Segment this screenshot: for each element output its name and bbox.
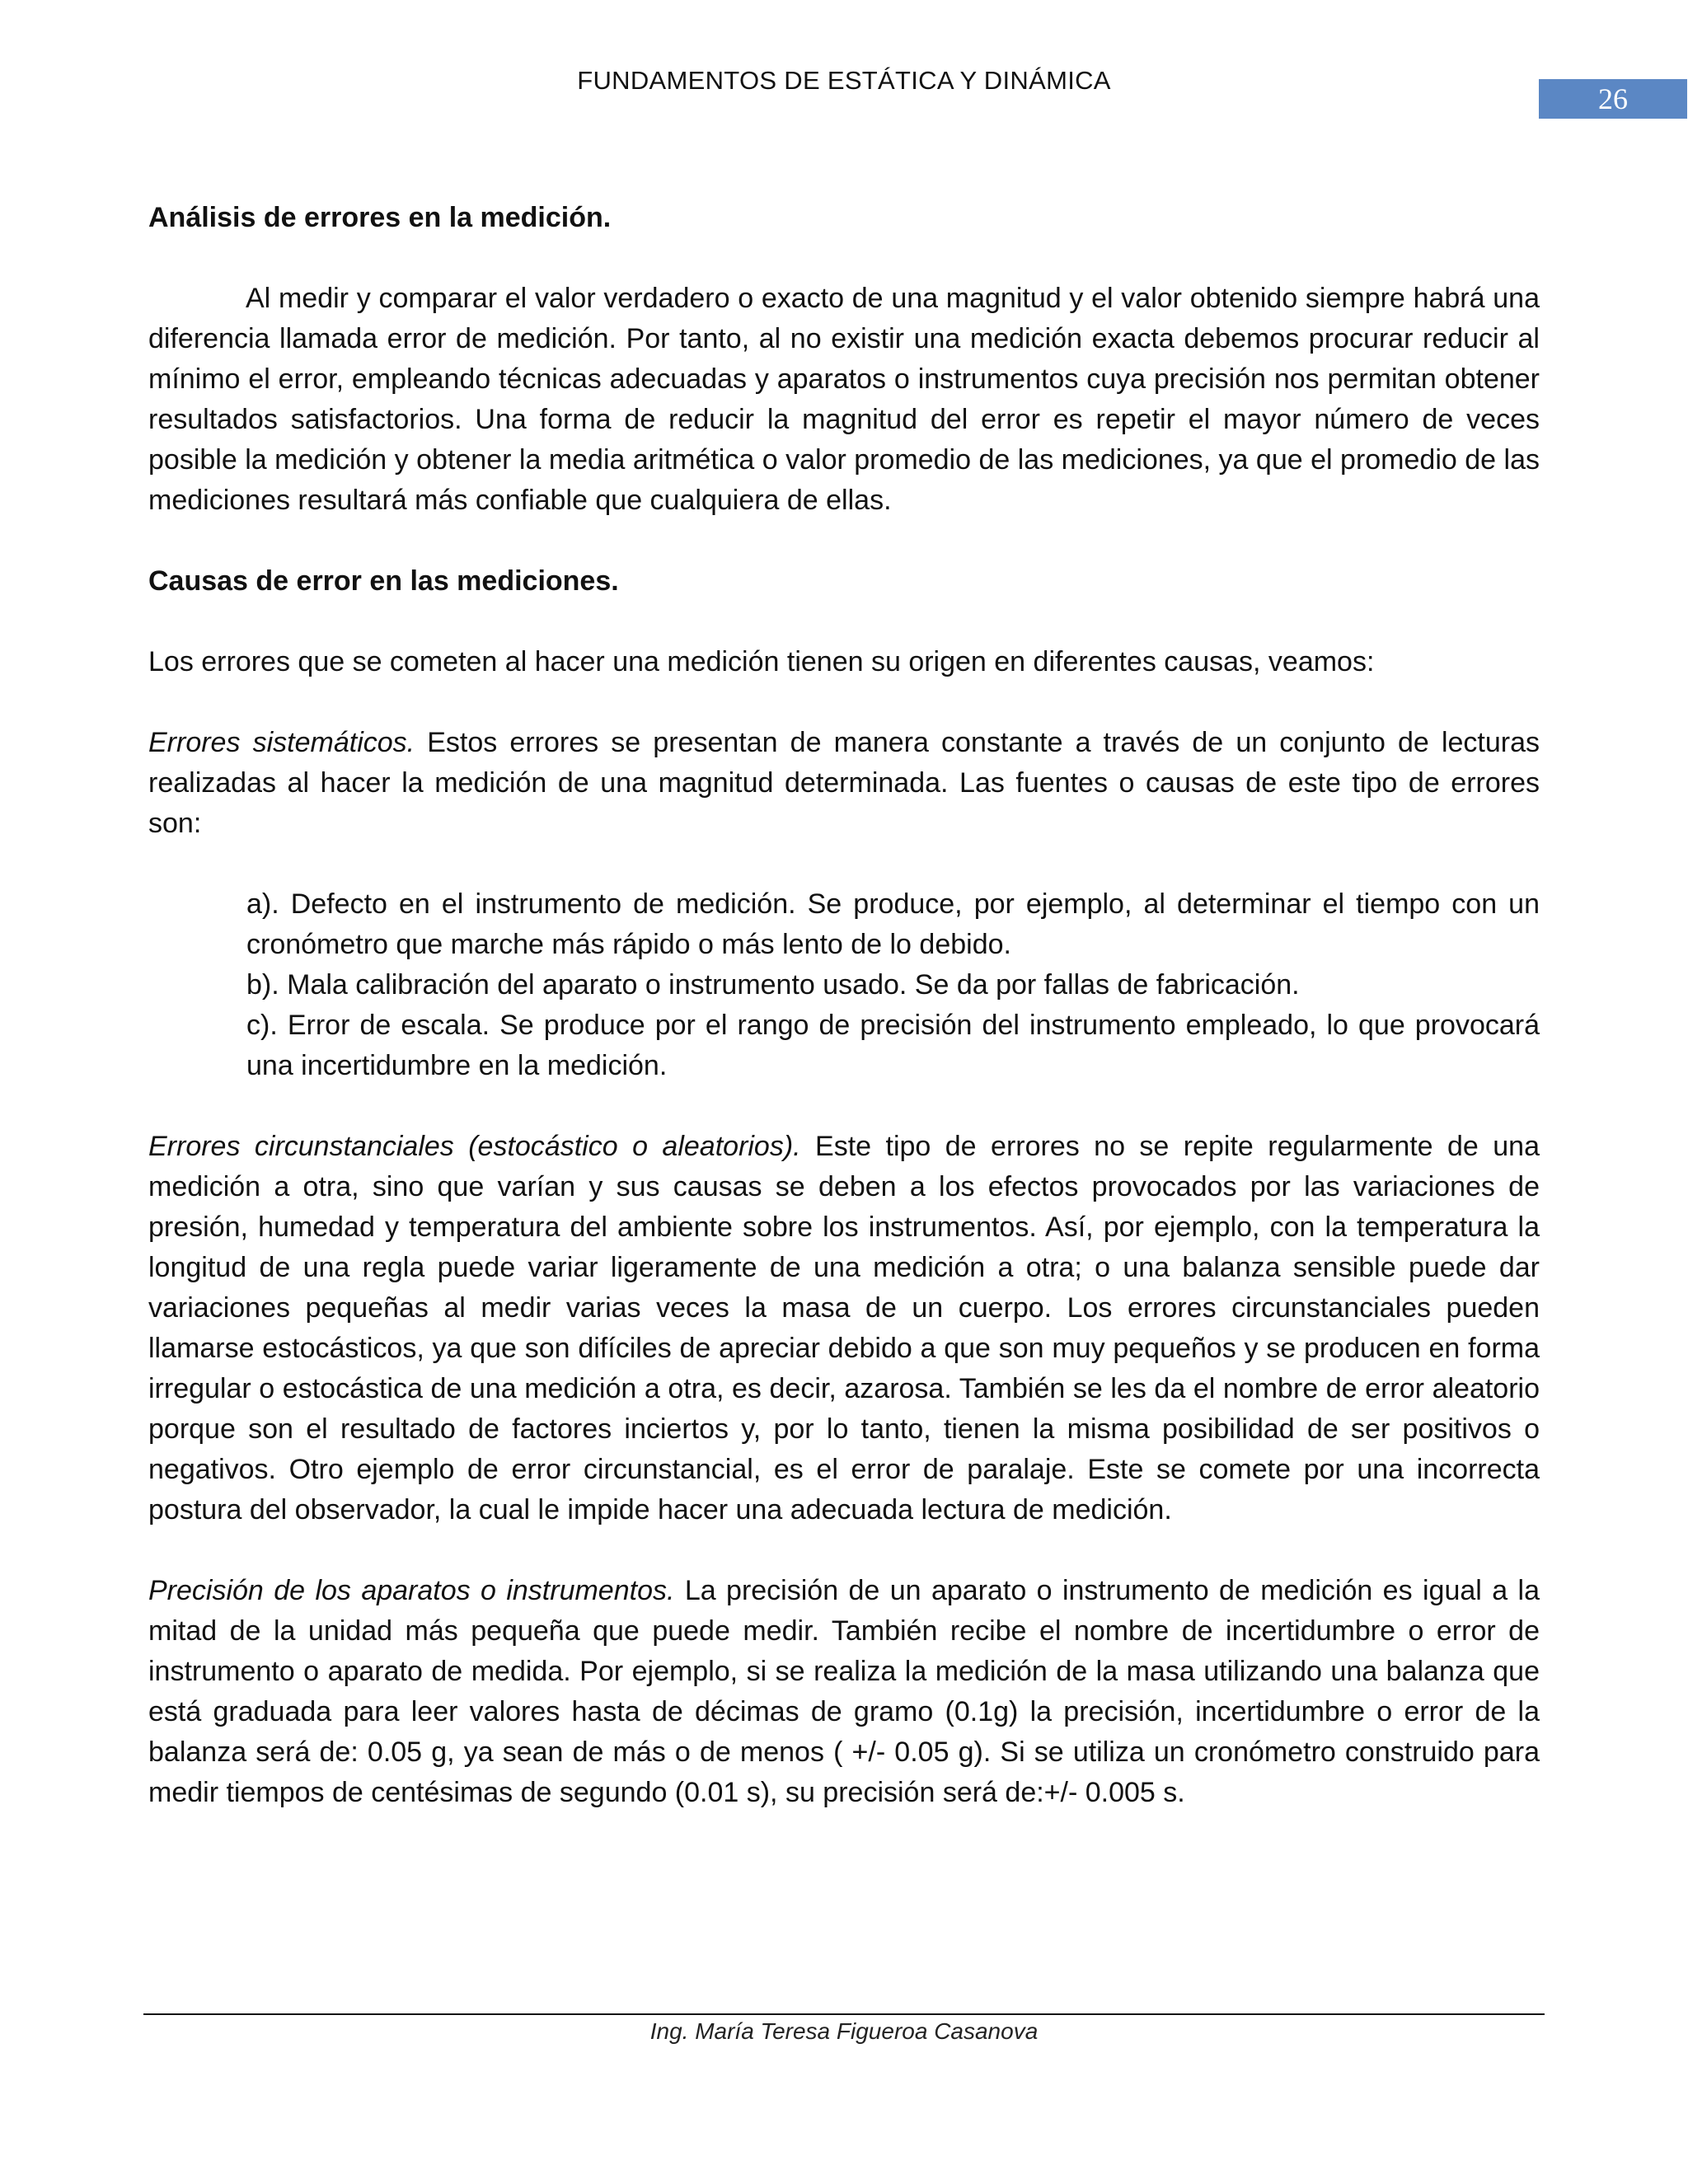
header-title: FUNDAMENTOS DE ESTÁTICA Y DINÁMICA [577,66,1111,95]
list-item: a). Defecto en el instrumento de medición. Se produce, por ejemplo, al determinar el tiempo con un cronómetro que marche más rápido o más lento de lo debido. [246,888,1540,960]
term-circumstantial: Errores circunstanciales (estocástico o aleatorios). [148,1131,801,1162]
page-number-badge: 26 [1539,79,1687,119]
footer-author: Ing. María Teresa Figueroa Casanova [649,2018,1039,2044]
footer-divider [143,2013,1545,2015]
systematic-causes-list [148,884,1540,1086]
paragraph-analysis: Al medir y comparar el valor verdadero o exacto de una magnitud y el valor obtenido siempre habrá una diferencia llamada error de medición. Por tanto, al no existir una medición exacta debemos procurar reducir al mínimo el error, empleando técnicas adecuadas y aparatos o instrumentos cuya precisión nos permitan obtener resultados satisfactorios. Una forma de reducir la magnitud del error es repetir el mayor número de veces posible la medición y obtener la media aritmética o valor promedio de las mediciones, ya que el promedio de las mediciones resultará más confiable que cualquiera de ellas. [148,283,1540,516]
term-precision: Precisión de los aparatos o instrumentos. [148,1575,675,1606]
page-content [148,198,1540,1813]
paragraph-causes-intro: Los errores que se cometen al hacer una medición tienen su origen en diferentes causas, veamos: [148,646,1375,677]
list-item: c). Error de escala. Se produce por el rango de precisión del instrumento empleado, lo que provocará una incertidumbre en la medición. [246,1010,1540,1081]
list-item: b). Mala calibración del aparato o instrumento usado. Se da por fallas de fabricación. [246,969,1300,1001]
text-systematic: Estos errores se presentan de manera constante a través de un conjunto de lecturas realizadas al hacer la medición de una magnitud determinada. Las fuentes o causas de este tipo de errores son: [148,727,1540,839]
paragraph-precision [148,1571,1540,1813]
text-circumstantial: Este tipo de errores no se repite regularmente de una medición a otra, sino que varían y sus causas se deben a los efectos provocados por las variaciones de presión, humedad y temperatura del ambiente sobre los instrumentos. Así, por ejemplo, con la temperatura la longitud de una regla puede variar ligeramente de una medición a otra; o una balanza sensible puede dar variaciones pequeñas al medir varias veces la masa de un cuerpo. Los errores circunstanciales pueden llamarse estocásticos, ya que son difíciles de apreciar debido a que son muy pequeños y se producen en forma irregular o estocástica de una medición a otra, es decir, azarosa. También se les da el nombre de error aleatorio porque son el resultado de factores inciertos y, por lo tanto, tienen la misma posibilidad de ser positivos o negativos. Otro ejemplo de error circunstancial, es el error de paralaje. Este se comete por una incorrecta postura del observador, la cual le impide hacer una adecuada lectura de medición. [148,1131,1540,1526]
section-heading-analysis: Análisis de errores en la medición. [148,202,612,233]
paragraph-systematic [148,723,1540,844]
section-heading-causes: Causas de error en las mediciones. [148,565,619,597]
text-precision: La precisión de un aparato o instrumento de medición es igual a la mitad de la unidad más pequeña que puede medir. También recibe el nombre de incertidumbre o error de instrumento o aparato de medida. Por ejemplo, si se realiza la medición de la masa utilizando una balanza que está graduada para leer valores hasta de décimas de gramo (0.1g) la precisión, incertidumbre o error de la balanza será de: 0.05 g, ya sean de más o de menos ( +/- 0.05 g). Si se utiliza un cronómetro construido para medir tiempos de centésimas de segundo (0.01 s), su precisión será de:+/- 0.005 s. [148,1575,1540,1808]
term-systematic: Errores sistemáticos. [148,727,415,758]
paragraph-circumstantial [148,1127,1540,1530]
